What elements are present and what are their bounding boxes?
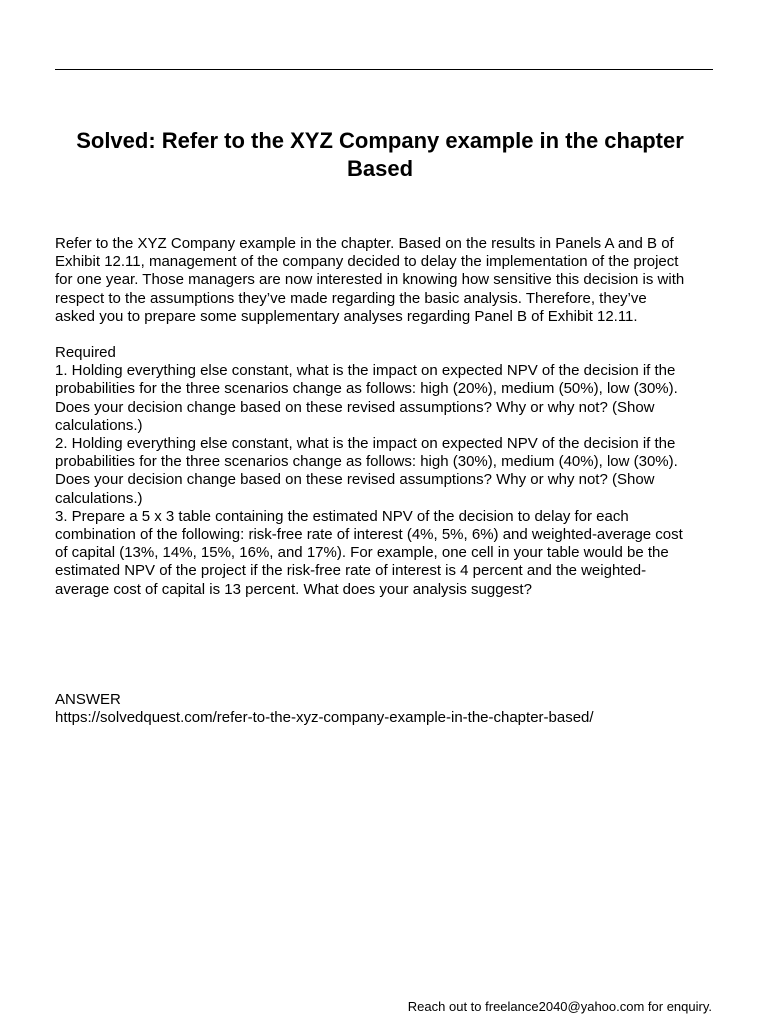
top-divider <box>55 69 713 70</box>
required-line: probabilities for the three scenarios change as follows: high (30%), medium (40%), low (30%). <box>55 453 678 471</box>
required-line: 3. Prepare a 5 x 3 table containing the estimated NPV of the decision to delay for each <box>55 507 629 525</box>
required-line: combination of the following: risk-free rate of interest (4%, 5%, 6%) and weighted-average cost <box>55 526 683 544</box>
question-body <box>55 235 723 599</box>
required-line: Does your decision change based on these revised assumptions? Why or why not? (Show <box>55 398 655 416</box>
answer-link[interactable]: https://solvedquest.com/refer-to-the-xyz-company-example-in-the-chapter-based/ <box>55 709 594 727</box>
required-line: estimated NPV of the project if the risk-free rate of interest is 4 percent and the weighted- <box>55 562 647 580</box>
footer-contact: Reach out to freelance2040@yahoo.com for enquiry. <box>407 999 712 1014</box>
required-section <box>55 344 723 599</box>
intro-paragraph <box>55 235 723 326</box>
required-line: Does your decision change based on these revised assumptions? Why or why not? (Show <box>55 471 655 489</box>
paragraph-gap <box>55 326 723 344</box>
required-heading: Required <box>55 344 116 362</box>
required-line: 1. Holding everything else constant, what is the impact on expected NPV of the decision if the <box>55 362 676 380</box>
required-line: calculations.) <box>55 416 143 434</box>
intro-line: for one year. Those managers are now interested in knowing how sensitive this decision is with <box>55 271 685 289</box>
required-line: average cost of capital is 13 percent. What does your analysis suggest? <box>55 580 532 598</box>
required-line: calculations.) <box>55 489 143 507</box>
required-line: of capital (13%, 14%, 15%, 16%, and 17%). For example, one cell in your table would be the <box>55 544 669 562</box>
answer-section <box>55 691 723 727</box>
title-line: Solved: Refer to the XYZ Company example in the chapter <box>76 128 684 153</box>
required-line: 2. Holding everything else constant, what is the impact on expected NPV of the decision if the <box>55 435 676 453</box>
intro-line: asked you to prepare some supplementary analyses regarding Panel B of Exhibit 12.11. <box>55 307 638 325</box>
answer-label: ANSWER <box>55 691 121 708</box>
page-title <box>55 127 705 183</box>
intro-line: Exhibit 12.11, management of the company decided to delay the implementation of the project <box>55 253 679 271</box>
intro-line: Refer to the XYZ Company example in the chapter. Based on the results in Panels A and B of <box>55 235 674 252</box>
intro-line: respect to the assumptions they’ve made regarding the basic analysis. Therefore, they’ve <box>55 289 647 307</box>
title-line: Based <box>346 156 414 181</box>
required-line: probabilities for the three scenarios change as follows: high (20%), medium (50%), low (30%). <box>55 380 678 398</box>
